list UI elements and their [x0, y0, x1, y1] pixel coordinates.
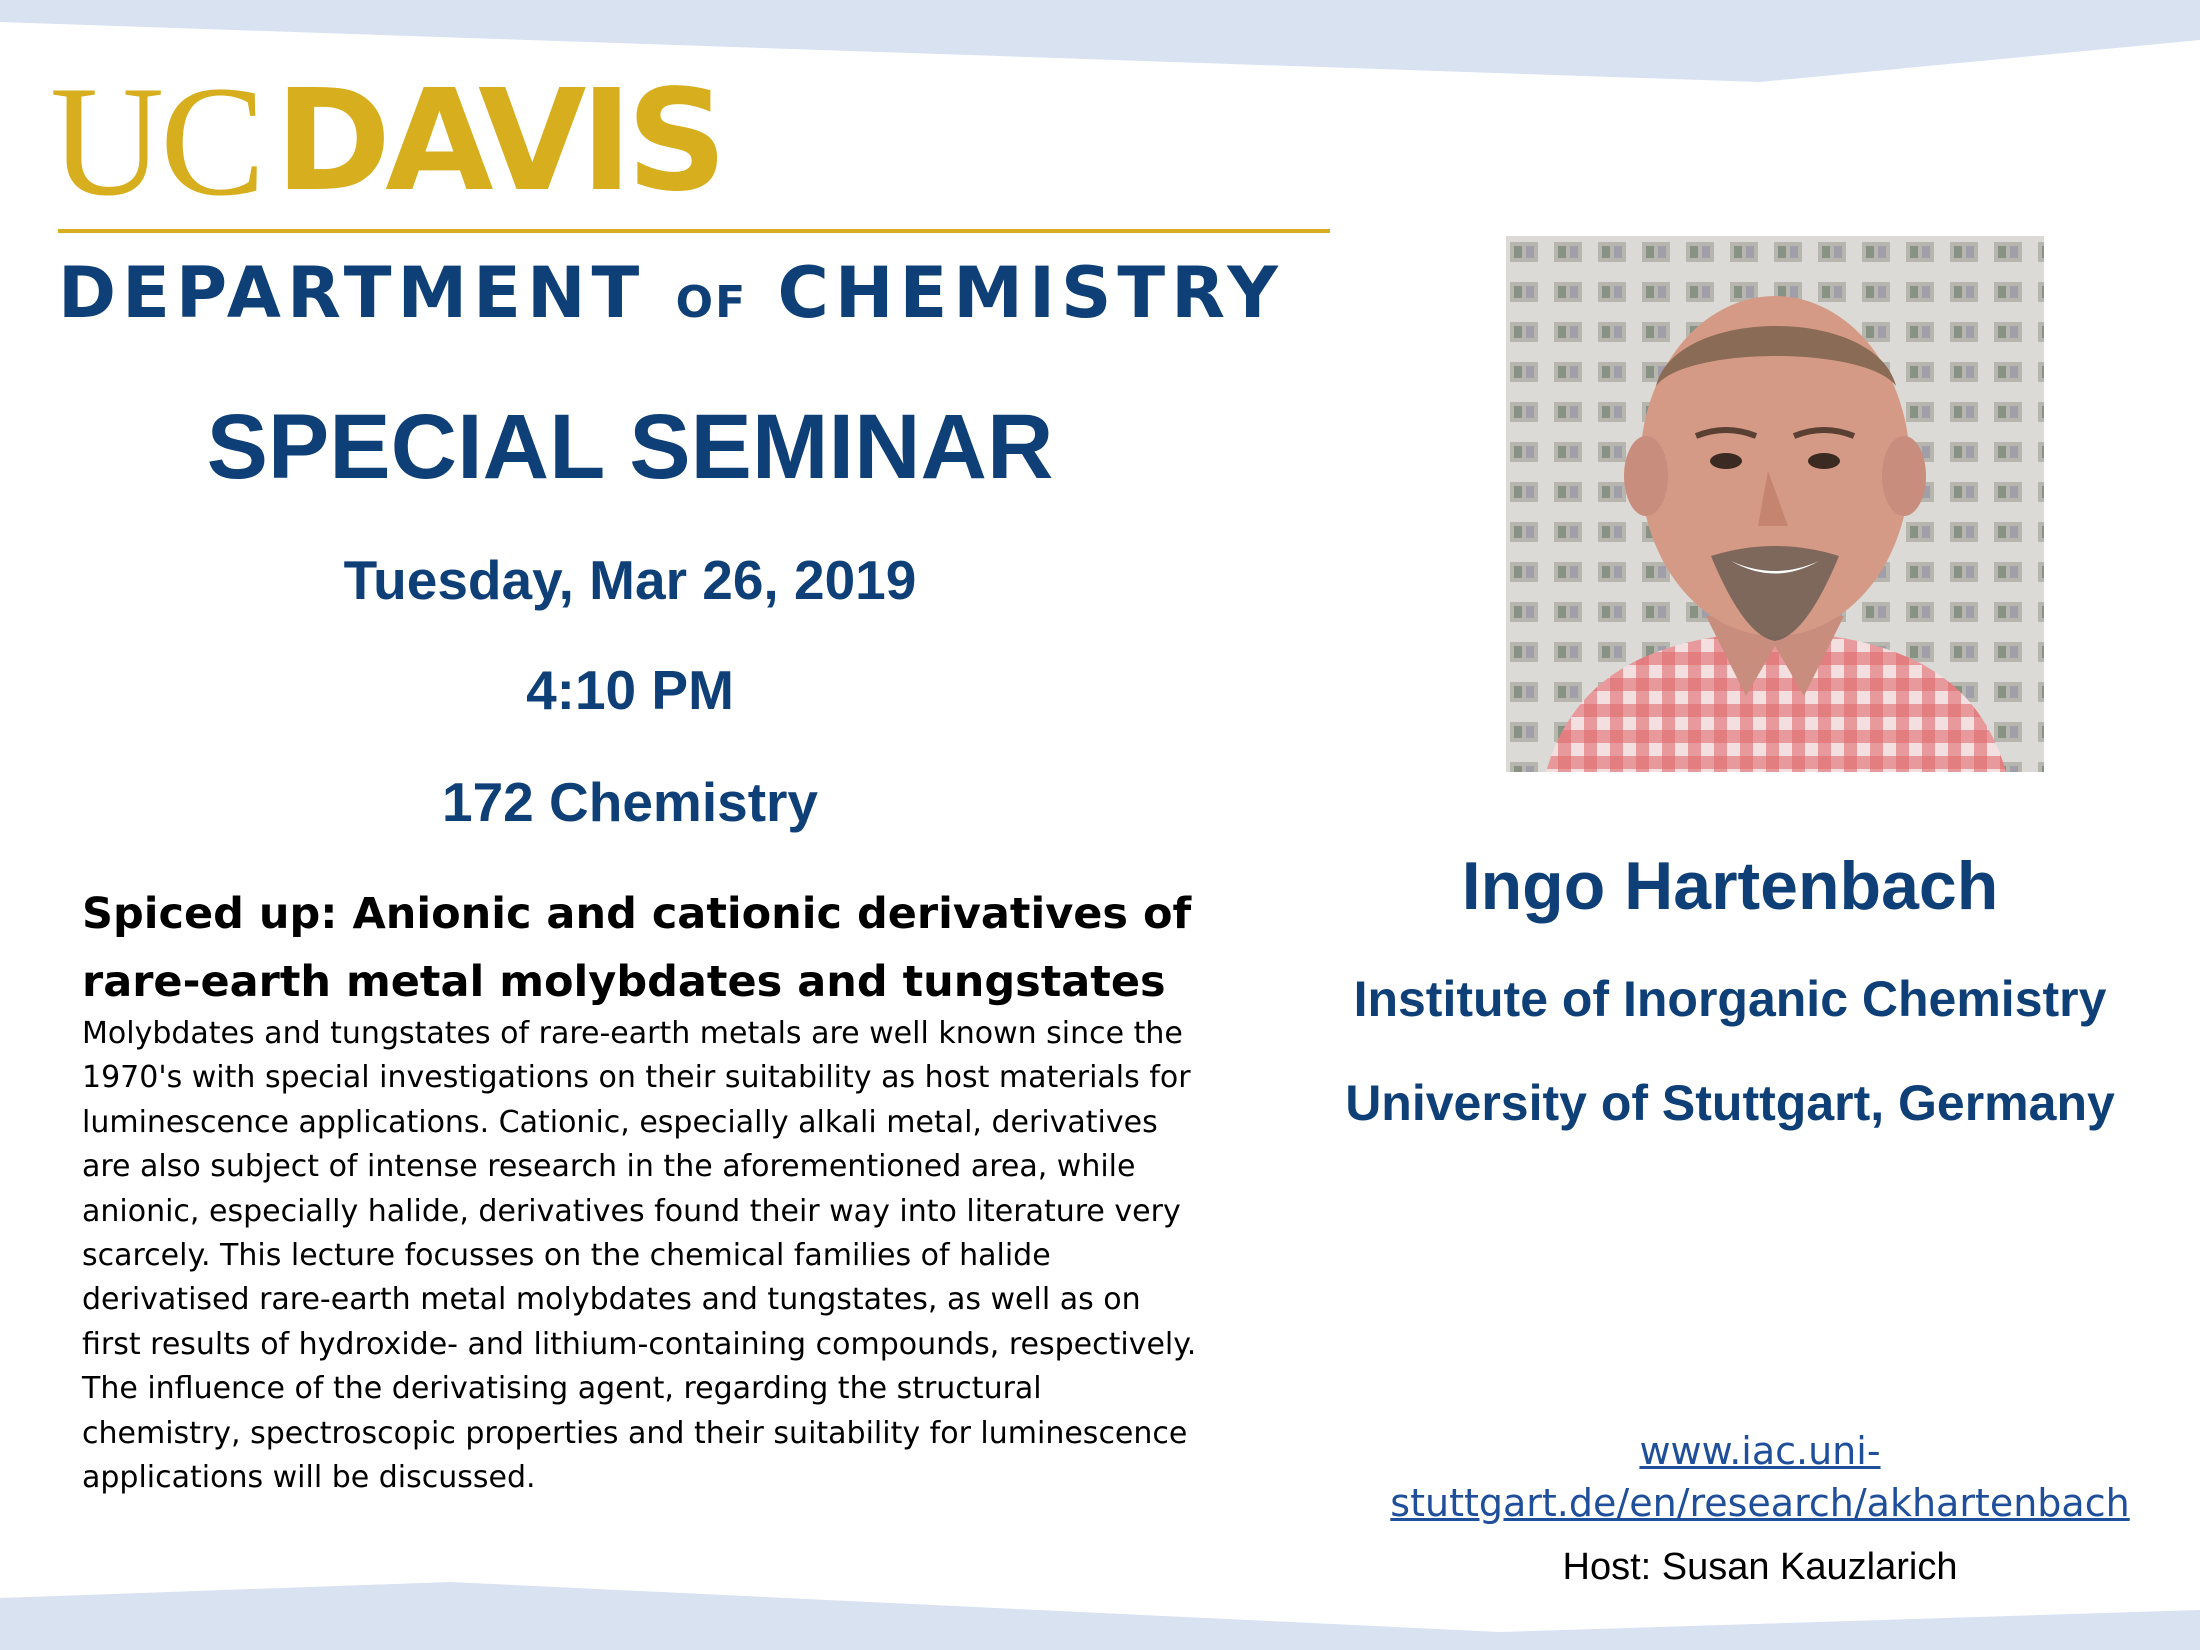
host-name: Host: Susan Kauzlarich — [1562, 1546, 1958, 1588]
event-type: SPECIAL SEMINAR — [206, 396, 1054, 498]
talk-title: Spiced up: Anionic and cationic derivatives of rare-earth metal molybdates and tungstates — [82, 889, 1192, 1007]
event-room: 172 Chemistry — [441, 771, 819, 833]
department-name — [58, 248, 1330, 348]
speaker-university: University of Stuttgart, Germany — [1345, 1075, 2115, 1131]
speaker-photo — [1506, 236, 2044, 772]
event-time: 4:10 PM — [526, 659, 734, 721]
logo-uc: UC — [50, 54, 262, 229]
speaker-institute: Institute of Inorganic Chemistry — [1353, 971, 2107, 1027]
website-link-line-1[interactable]: www.iac.uni- — [1639, 1429, 1881, 1473]
talk-abstract: Molybdates and tungstates of rare-earth metals are well known since the 1970's with special investigations on their suitability as host materials for luminescence applications. Cationic, especially alkali metal, derivatives are also subject of intense research in the aforementioned area, while anionic, especially halide, derivatives found their way into literature very scarcely. This lecture focusses on the chemical families of halide derivatised rare-earth metal molybdates and tungstates, as well as on first results of hydroxide- and lithium-containing compounds, respectively. The influence of the derivatising agent, regarding the structural chemistry, spectroscopic properties and their suitability for luminescence applications will be discussed. — [82, 1016, 1197, 1496]
logo-davis: DAVIS — [275, 60, 722, 223]
speaker-website-link[interactable] — [1320, 1425, 2200, 1529]
department-of: OF — [675, 277, 748, 328]
event-date: Tuesday, Mar 26, 2019 — [343, 549, 917, 611]
website-link-line-2[interactable]: stuttgart.de/en/research/akhartenbach — [1390, 1481, 2130, 1525]
logo-divider — [58, 229, 1330, 233]
department-subject: CHEMISTRY — [777, 252, 1284, 334]
department-word: DEPARTMENT — [58, 252, 646, 334]
speaker-name: Ingo Hartenbach — [1461, 848, 1999, 924]
